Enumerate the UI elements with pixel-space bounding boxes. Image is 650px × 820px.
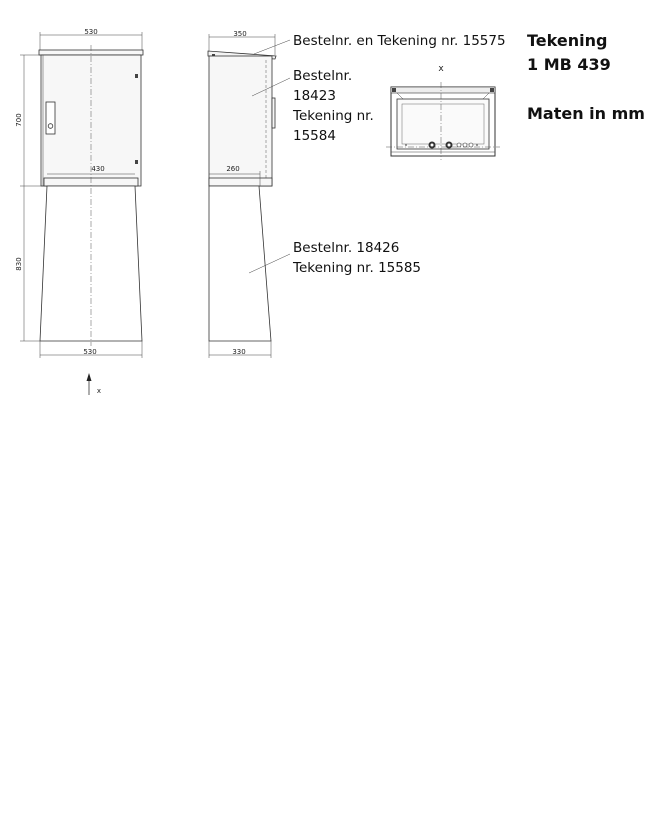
units-note: Maten in mm <box>527 104 645 123</box>
callout-base-line-2: Tekening nr. 15585 <box>293 260 422 276</box>
view-arrow <box>87 373 102 395</box>
callout-body-line-2: 18423 <box>293 88 336 104</box>
callout-body-line-4: 15584 <box>293 128 336 144</box>
front-height-base-dimension <box>15 186 40 341</box>
callout-roof: Bestelnr. en Tekening nr. 15575 <box>293 33 506 49</box>
top-view-label: x <box>438 64 444 74</box>
front-height-cabinet-dimension <box>15 55 44 186</box>
title-block <box>527 31 645 123</box>
front-inner-width-label: 430 <box>91 165 105 173</box>
hinge-bottom <box>135 160 138 164</box>
knockout-icon <box>463 143 467 147</box>
knockout-icon <box>469 143 473 147</box>
front-view <box>15 28 143 395</box>
front-base-height-label: 830 <box>15 257 23 271</box>
side-cabinet-body <box>209 56 272 186</box>
leader-roof <box>254 40 290 54</box>
drawing-title: Tekening <box>527 31 608 50</box>
top-view <box>386 64 500 160</box>
drawing-number: 1 MB 439 <box>527 55 611 74</box>
callout-base-line-1: Bestelnr. 18426 <box>293 240 400 256</box>
door-handle <box>46 102 55 134</box>
front-cabinet-height-label: 700 <box>15 113 23 127</box>
front-top-width-label: 530 <box>84 28 98 36</box>
side-plinth <box>209 178 272 186</box>
side-hinge <box>272 98 275 128</box>
callout-body-line-3: Tekening nr. <box>293 108 374 124</box>
view-arrow-label: x <box>96 387 102 395</box>
side-view <box>208 30 276 358</box>
side-top-dimension <box>209 30 275 55</box>
side-top-depth-label: 350 <box>233 30 247 38</box>
side-base-top-depth-label: 260 <box>226 165 240 173</box>
top-view-inner-frame <box>397 99 489 149</box>
front-bottom-width-label: 530 <box>83 348 97 356</box>
side-bottom-dimension <box>209 341 271 358</box>
knockout-icon <box>457 143 461 147</box>
hinge-top <box>135 74 138 78</box>
side-base <box>209 186 271 341</box>
arrow-up-icon <box>87 373 92 381</box>
callout-body-line-1: Bestelnr. <box>293 68 353 84</box>
side-bottom-depth-label: 330 <box>232 348 246 356</box>
